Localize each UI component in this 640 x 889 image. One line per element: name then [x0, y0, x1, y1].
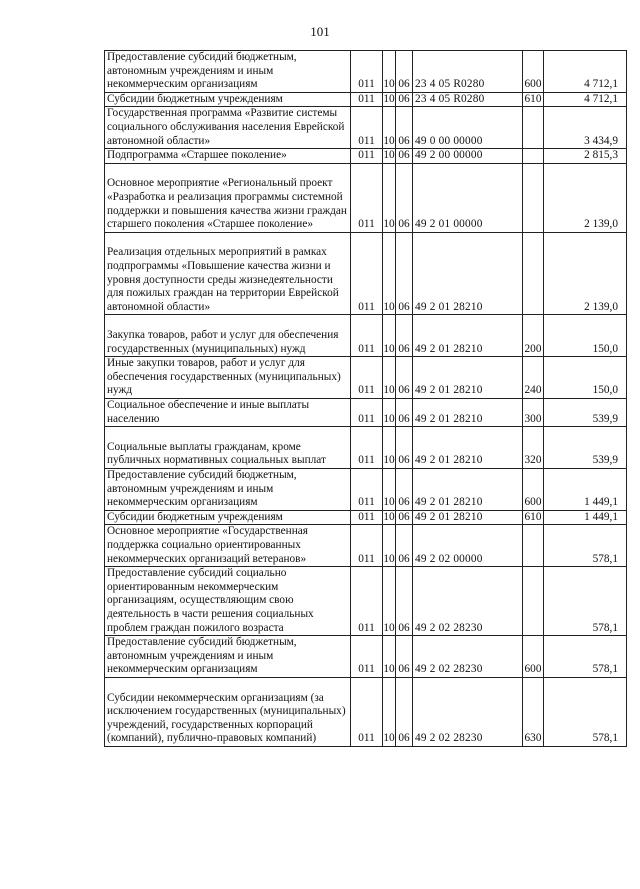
expense-type-code: [523, 163, 544, 232]
amount-value: 578,1: [544, 677, 627, 746]
section-code: 10: [383, 427, 396, 469]
expense-type-code: 300: [523, 398, 544, 426]
page-number: 101: [310, 24, 330, 39]
table-row: [105, 163, 627, 232]
row-name: Предоставление субсидий бюджетным, автономным учреждениям и иным некоммерческим организациям: [105, 51, 351, 93]
target-article-code: 49 0 00 00000: [413, 107, 523, 149]
target-article-code: 49 2 01 28210: [413, 468, 523, 510]
expense-type-code: [523, 525, 544, 567]
amount-value: 4 712,1: [544, 92, 627, 107]
subsection-code: 06: [396, 92, 413, 107]
ministry-code: 011: [351, 525, 383, 567]
subsection-code: 06: [396, 510, 413, 525]
table-row: [105, 398, 627, 426]
subsection-code: 06: [396, 315, 413, 357]
expense-type-code: 610: [523, 510, 544, 525]
subsection-code: 06: [396, 636, 413, 678]
ministry-code: 011: [351, 51, 383, 93]
table-row: [105, 315, 627, 357]
expense-type-code: 600: [523, 468, 544, 510]
subsection-code: 06: [396, 149, 413, 164]
table-row: [105, 232, 627, 315]
table-row: [105, 510, 627, 525]
subsection-code: 06: [396, 427, 413, 469]
row-name: Основное мероприятие «Государственная поддержка социально ориентированных некоммерческих организаций ветеранов»: [105, 525, 351, 567]
section-code: 10: [383, 510, 396, 525]
target-article-code: 49 2 01 28210: [413, 427, 523, 469]
row-name: Государственная программа «Развитие системы социального обслуживания населения Еврейской автономной области»: [105, 107, 351, 149]
subsection-code: 06: [396, 107, 413, 149]
amount-value: 578,1: [544, 636, 627, 678]
ministry-code: 011: [351, 636, 383, 678]
section-code: 10: [383, 163, 396, 232]
table-row: [105, 92, 627, 107]
target-article-code: 49 2 02 28230: [413, 567, 523, 636]
row-name: Предоставление субсидий социально ориентированным некоммерческим организациям, осуществляющим свою деятельность в части решения социальных проблем граждан пожилого возраста: [105, 567, 351, 636]
row-name: Закупка товаров, работ и услуг для обеспечения государственных (муниципальных) нужд: [105, 315, 351, 357]
table-row: [105, 107, 627, 149]
row-name: Предоставление субсидий бюджетным, автономным учреждениям и иным некоммерческим организациям: [105, 636, 351, 678]
amount-value: 3 434,9: [544, 107, 627, 149]
expense-type-code: [523, 149, 544, 164]
expense-type-code: 600: [523, 636, 544, 678]
section-code: 10: [383, 636, 396, 678]
expense-type-code: 200: [523, 315, 544, 357]
expense-type-code: 320: [523, 427, 544, 469]
row-name: Подпрограмма «Старшее поколение»: [105, 149, 351, 164]
section-code: 10: [383, 398, 396, 426]
subsection-code: 06: [396, 398, 413, 426]
ministry-code: 011: [351, 315, 383, 357]
amount-value: 539,9: [544, 398, 627, 426]
subsection-code: 06: [396, 232, 413, 315]
amount-value: 1 449,1: [544, 510, 627, 525]
section-code: 10: [383, 232, 396, 315]
target-article-code: 23 4 05 R0280: [413, 92, 523, 107]
section-code: 10: [383, 525, 396, 567]
amount-value: 2 139,0: [544, 163, 627, 232]
row-name: Субсидии бюджетным учреждениям: [105, 510, 351, 525]
expense-type-code: 600: [523, 51, 544, 93]
section-code: 10: [383, 315, 396, 357]
amount-value: 4 712,1: [544, 51, 627, 93]
subsection-code: 06: [396, 677, 413, 746]
amount-value: 539,9: [544, 427, 627, 469]
table-row: [105, 468, 627, 510]
target-article-code: 49 2 01 28210: [413, 510, 523, 525]
expense-type-code: [523, 567, 544, 636]
expense-type-code: 630: [523, 677, 544, 746]
amount-value: 578,1: [544, 525, 627, 567]
subsection-code: 06: [396, 468, 413, 510]
target-article-code: 23 4 05 R0280: [413, 51, 523, 93]
budget-table: [104, 50, 627, 747]
ministry-code: 011: [351, 677, 383, 746]
ministry-code: 011: [351, 232, 383, 315]
row-name: Субсидии бюджетным учреждениям: [105, 92, 351, 107]
subsection-code: 06: [396, 163, 413, 232]
amount-value: 2 815,3: [544, 149, 627, 164]
subsection-code: 06: [396, 357, 413, 399]
amount-value: 578,1: [544, 567, 627, 636]
row-name: Иные закупки товаров, работ и услуг для обеспечения государственных (муниципальных) нужд: [105, 357, 351, 399]
row-name: Предоставление субсидий бюджетным, автономным учреждениям и иным некоммерческим организациям: [105, 468, 351, 510]
table-row: [105, 636, 627, 678]
ministry-code: 011: [351, 510, 383, 525]
target-article-code: 49 2 02 00000: [413, 525, 523, 567]
table-row: [105, 149, 627, 164]
section-code: 10: [383, 149, 396, 164]
row-name: Реализация отдельных мероприятий в рамках подпрограммы «Повышение качества жизни и уровня доступности среды жизнедеятельности для пожилых граждан на территории Еврейской автономной области»: [105, 232, 351, 315]
ministry-code: 011: [351, 357, 383, 399]
amount-value: 1 449,1: [544, 468, 627, 510]
ministry-code: 011: [351, 107, 383, 149]
expense-type-code: 610: [523, 92, 544, 107]
ministry-code: 011: [351, 163, 383, 232]
ministry-code: 011: [351, 92, 383, 107]
target-article-code: 49 2 01 28210: [413, 232, 523, 315]
section-code: 10: [383, 468, 396, 510]
row-name: Социальные выплаты гражданам, кроме публичных нормативных социальных выплат: [105, 427, 351, 469]
section-code: 10: [383, 107, 396, 149]
section-code: 10: [383, 92, 396, 107]
table-row: [105, 677, 627, 746]
expense-type-code: [523, 107, 544, 149]
subsection-code: 06: [396, 567, 413, 636]
target-article-code: 49 2 02 28230: [413, 677, 523, 746]
amount-value: 150,0: [544, 315, 627, 357]
ministry-code: 011: [351, 398, 383, 426]
section-code: 10: [383, 677, 396, 746]
target-article-code: 49 2 01 28210: [413, 357, 523, 399]
table-row: [105, 567, 627, 636]
expense-type-code: 240: [523, 357, 544, 399]
target-article-code: 49 2 01 28210: [413, 398, 523, 426]
target-article-code: 49 2 00 00000: [413, 149, 523, 164]
target-article-code: 49 2 02 28230: [413, 636, 523, 678]
table-row: [105, 525, 627, 567]
ministry-code: 011: [351, 427, 383, 469]
expense-type-code: [523, 232, 544, 315]
row-name: Основное мероприятие «Региональный проект «Разработка и реализация программы системной поддержки и повышения качества жизни граждан старшего поколения «Старшее поколение»: [105, 163, 351, 232]
target-article-code: 49 2 01 28210: [413, 315, 523, 357]
table-body: [105, 51, 627, 747]
subsection-code: 06: [396, 525, 413, 567]
ministry-code: 011: [351, 567, 383, 636]
section-code: 10: [383, 567, 396, 636]
section-code: 10: [383, 51, 396, 93]
table-row: [105, 51, 627, 93]
amount-value: 150,0: [544, 357, 627, 399]
ministry-code: 011: [351, 149, 383, 164]
target-article-code: 49 2 01 00000: [413, 163, 523, 232]
ministry-code: 011: [351, 468, 383, 510]
table-row: [105, 427, 627, 469]
row-name: Социальное обеспечение и иные выплаты населению: [105, 398, 351, 426]
amount-value: 2 139,0: [544, 232, 627, 315]
row-name: Субсидии некоммерческим организациям (за исключением государственных (муниципальных) учреждений, государственных корпораций (компаний), публично-правовых компаний): [105, 677, 351, 746]
subsection-code: 06: [396, 51, 413, 93]
section-code: 10: [383, 357, 396, 399]
table-row: [105, 357, 627, 399]
